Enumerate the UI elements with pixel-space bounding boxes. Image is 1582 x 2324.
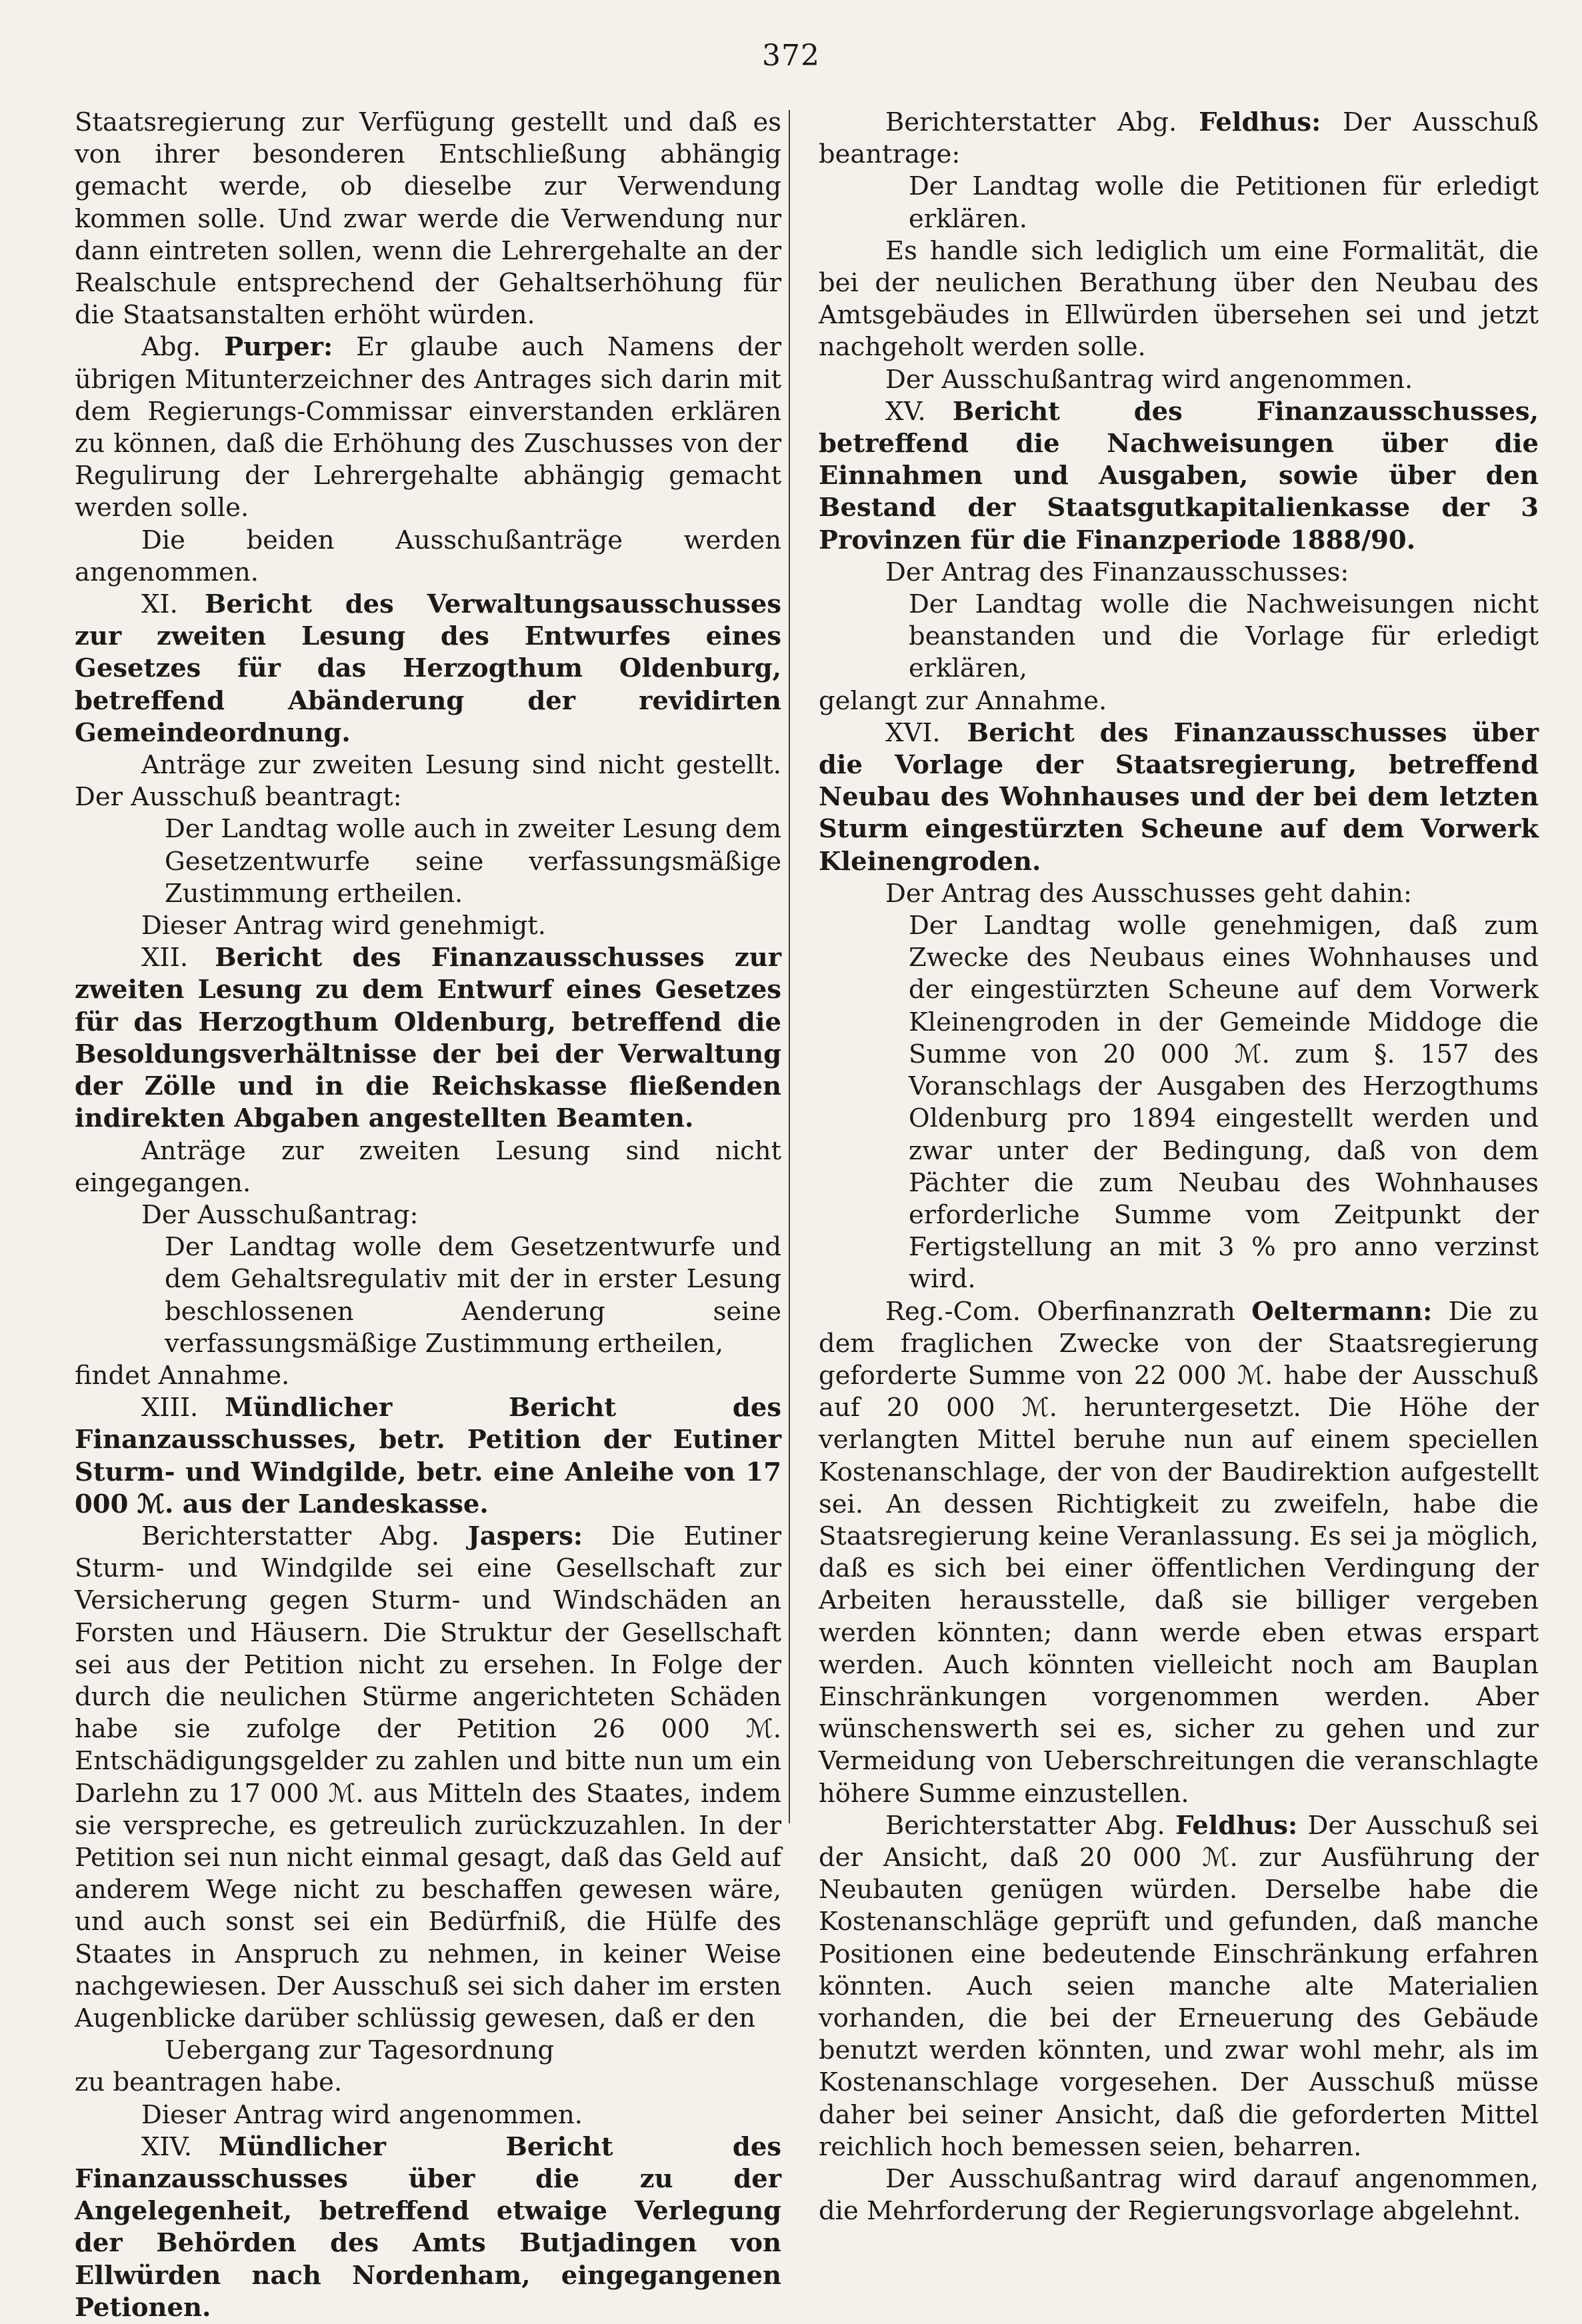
speaker-name: Oeltermann:: [1251, 1296, 1433, 1327]
speech-text: Die Eutiner Sturm- und Windgilde sei eine Gesellschaft zur Versicherung gegen Sturm- und Windschäden an Forsten und Häusern. Die Struktur der Gesellschaft sei aus der Petition nicht zu ersehen. In Folge der durch die neulichen Stürme angerichteten Schäden habe sie zufolge der Petition 26 000 ℳ. Entschädigungsgelder zu zahlen und bitte nun um ein Darlehn zu 17 000 ℳ. aus Mitteln des Staates, indem sie verspreche, es getreulich zurückzuzahlen. In der Petition sei nun nicht einmal gesagt, daß das Geld auf anderem Wege nicht zu beschaffen gewesen wäre, und auch sonst sei ein Bedürfniß, die Hülfe des Staates in Anspruch zu nehmen, in keiner Weise nachgewiesen. Der Ausschuß sei sich daher im ersten Augenblicke darüber schlüssig gewesen, daß er den: [75, 1521, 781, 2033]
paragraph: Der Ausschußantrag:: [141, 1199, 419, 1230]
speech-paragraph: [75, 331, 781, 524]
section-number: XI.: [141, 589, 178, 620]
motion-text: Der Landtag wolle auch in zweiter Lesung dem Gesetzentwurfe seine verfassungsmäßige Zustimmung ertheilen.: [165, 814, 781, 909]
speaker-name: Feldhus:: [1199, 107, 1321, 137]
page-number: 372: [762, 39, 820, 73]
paragraph: Der Ausschußantrag wird angenommen.: [885, 364, 1413, 395]
section-title: Bericht des Finanzausschusses, betreffend die Nachweisungen über die Einnahmen und Ausgaben, sowie über den Bestand der Staatsgutkapitalienkasse der 3 Provinzen für die Finanzperiode 1888/90.: [819, 396, 1539, 555]
section-heading-xiii: [75, 1392, 781, 1521]
paragraph: Anträge zur zweiten Lesung sind nicht gestellt. Der Ausschuß beantragt:: [75, 750, 781, 813]
motion-text: Uebergang zur Tagesordnung: [165, 2035, 555, 2066]
speaker-name: Jaspers:: [467, 1521, 583, 1551]
paragraph: Der Ausschußantrag wird darauf angenommen, die Mehrforderung der Regierungsvorlage abgelehnt.: [819, 2164, 1539, 2227]
section-number: XIII.: [141, 1393, 199, 1423]
section-heading-xiv: [75, 2131, 781, 2324]
section-heading-xv: [819, 396, 1539, 557]
paragraph: Die beiden Ausschußanträge werden angenommen.: [75, 525, 781, 587]
motion-text: Der Landtag wolle die Petitionen für erledigt erklären.: [909, 171, 1539, 234]
speaker-prefix: Reg.-Com. Oberfinanzrath: [885, 1296, 1235, 1327]
section-heading-xi: [75, 589, 781, 749]
section-title: Bericht des Verwaltungsausschusses zur zweiten Lesung des Entwurfes eines Gesetzes für das Herzogthum Oldenburg, betreffend Abänderung der revidirten Gemeindeordnung.: [75, 589, 781, 748]
speaker-name: Purper:: [224, 332, 333, 363]
motion-text: Der Landtag wolle genehmigen, daß zum Zwecke des Neubaus eines Wohnhauses und der eingestürzten Scheune auf dem Vorwerk Kleinengroden in der Gemeinde Middoge die Summe von 20 000 ℳ. zum §. 157 des Voranschlags der Ausgaben des Herzogthums Oldenburg pro 1894 eingestellt werden und zwar unter der Bedingung, daß von dem Pächter die zum Neubau des Wohnhauses erforderliche Summe vom Zeitpunkt der Fertigstellung an mit 3 % pro anno verzinst wird.: [909, 911, 1539, 1295]
section-number: XVI.: [885, 717, 941, 748]
speech-text: Die zu dem fraglichen Zwecke von der Staatsregierung geforderte Summe von 22 000 ℳ. habe der Ausschuß auf 20 000 ℳ. heruntergesetzt. Die Höhe der verlangten Mittel beruhe nun auf einem speciellen Kostenanschlage, der von der Baudirektion aufgestellt sei. An dessen Richtigkeit zu zweifeln, habe die Staatsregierung keine Veranlassung. Es sei ja möglich, daß es sich bei einer öffentlichen Verdingung der Arbeiten herausstelle, daß sie billiger vergeben werden könnten; dann werde eben etwas erspart werden. Auch könnten vielleicht noch am Bauplan Einschränkungen vorgenommen werden. Aber wünschenswerth sei es, sicher zu gehen und zur Vermeidung von Ueberschreitungen die veranschlagte höhere Summe einzustellen.: [819, 1296, 1539, 1809]
speech-paragraph: [819, 1296, 1539, 1810]
motion-text: Der Landtag wolle dem Gesetzentwurfe und dem Gehaltsregulativ mit der in erster Lesung beschlossenen Aenderung seine verfassungsmäßige Zustimmung ertheilen,: [165, 1232, 781, 1359]
speech-text: Er glaube auch Namens der übrigen Mitunterzeichner des Antrages sich darin mit dem Regierungs-Commissar einverstanden erklären zu können, daß die Erhöhung des Zuschusses von der Regulirung der Lehrergehalte abhängig gemacht werden solle.: [75, 332, 781, 523]
paragraph: Staatsregierung zur Verfügung gestellt und daß es von ihrer besonderen Entschließung abhängig gemacht werde, ob dieselbe zur Verwendung kommen solle. Und zwar werde die Verwendung nur dann eintreten sollen, wenn die Lehrergehalte an der Realschule entsprechend der Gehaltserhöhung für die Staatsanstalten erhöht würden.: [75, 107, 781, 331]
paragraph: Es handle sich lediglich um eine Formalität, die bei der neulichen Berathung über den Neubau des Amtsgebäudes in Ellwürden übersehen sei und jetzt nachgeholt werden solle.: [819, 235, 1539, 363]
section-number: XV.: [885, 396, 926, 427]
left-column: [75, 107, 781, 2324]
section-heading-xvi: [819, 717, 1539, 878]
paragraph: Dieser Antrag wird angenommen.: [141, 2099, 583, 2130]
speech-text: Der Ausschuß beantrage:: [819, 107, 1539, 170]
speech-paragraph: [75, 1521, 781, 2035]
paragraph: Anträge zur zweiten Lesung sind nicht eingegangen.: [75, 1135, 781, 1198]
section-number: XII.: [141, 943, 189, 973]
section-title: Bericht des Finanzausschusses über die Vorlage der Staatsregierung, betreffend Neubau des Wohnhauses und der bei dem letzten Sturm eingestürzten Scheune auf dem Vorwerk Kleinengroden.: [819, 717, 1539, 877]
speaker-prefix: Berichterstatter Abg.: [885, 107, 1177, 137]
paragraph: gelangt zur Annahme.: [819, 685, 1107, 716]
section-title: Mündlicher Bericht des Finanzausschusses, betr. Petition der Eutiner Sturm- und Windgilde, betr. eine Anleihe von 17 000 ℳ. aus der Landeskasse.: [75, 1393, 781, 1519]
paragraph: Der Antrag des Finanzausschusses:: [885, 557, 1349, 587]
column-divider: [789, 110, 790, 1823]
speaker-prefix: Berichterstatter Abg.: [885, 1810, 1165, 1841]
section-number: XIV.: [141, 2131, 192, 2162]
speaker-prefix: Berichterstatter Abg.: [141, 1521, 440, 1551]
speaker-name: Feldhus:: [1175, 1810, 1298, 1841]
right-column: [819, 107, 1539, 2227]
paragraph: zu beantragen habe.: [75, 2067, 343, 2098]
speech-paragraph: [819, 1810, 1539, 2163]
speech-text: Der Ausschuß sei der Ansicht, daß 20 000 ℳ. zur Ausführung der Neubauten genügen würden. Derselbe habe die Kostenanschläge geprüft und gefunden, daß manche Positionen eine bedeutende Einschränkung erfahren könnten. Auch seien manche alte Materialien vorhanden, die bei der Erneuerung des Gebäude benutzt werden könnten, und zwar wohl mehr, als im Kostenanschlage vorgesehen. Der Ausschuß müsse daher bei seiner Ansicht, daß die geforderten Mittel reichlich hoch bemessen seien, beharren.: [819, 1810, 1539, 2162]
section-title: Bericht des Finanzausschusses zur zweiten Lesung zu dem Entwurf eines Gesetzes für das Herzogthum Oldenburg, betreffend die Besoldungsverhältnisse der bei der Verwaltung der Zölle und in die Reichskasse fließenden indirekten Abgaben angestellten Beamten.: [75, 943, 781, 1134]
paragraph: findet Annahme.: [75, 1360, 290, 1391]
section-title: Mündlicher Bericht des Finanzausschusses über die zu der Angelegenheit, betreffend etwaige Verlegung der Behörden des Amts Butjadingen von Ellwürden nach Nordenham, eingegangenen Petionen.: [75, 2131, 781, 2323]
paragraph: Der Antrag des Ausschusses geht dahin:: [885, 878, 1413, 909]
speaker-prefix: Abg.: [141, 332, 201, 363]
paragraph: Dieser Antrag wird genehmigt.: [141, 911, 546, 941]
speech-paragraph: [819, 107, 1539, 171]
motion-text: Der Landtag wolle die Nachweisungen nicht beanstanden und die Vorlage für erledigt erklären,: [909, 589, 1539, 684]
section-heading-xii: [75, 942, 781, 1135]
